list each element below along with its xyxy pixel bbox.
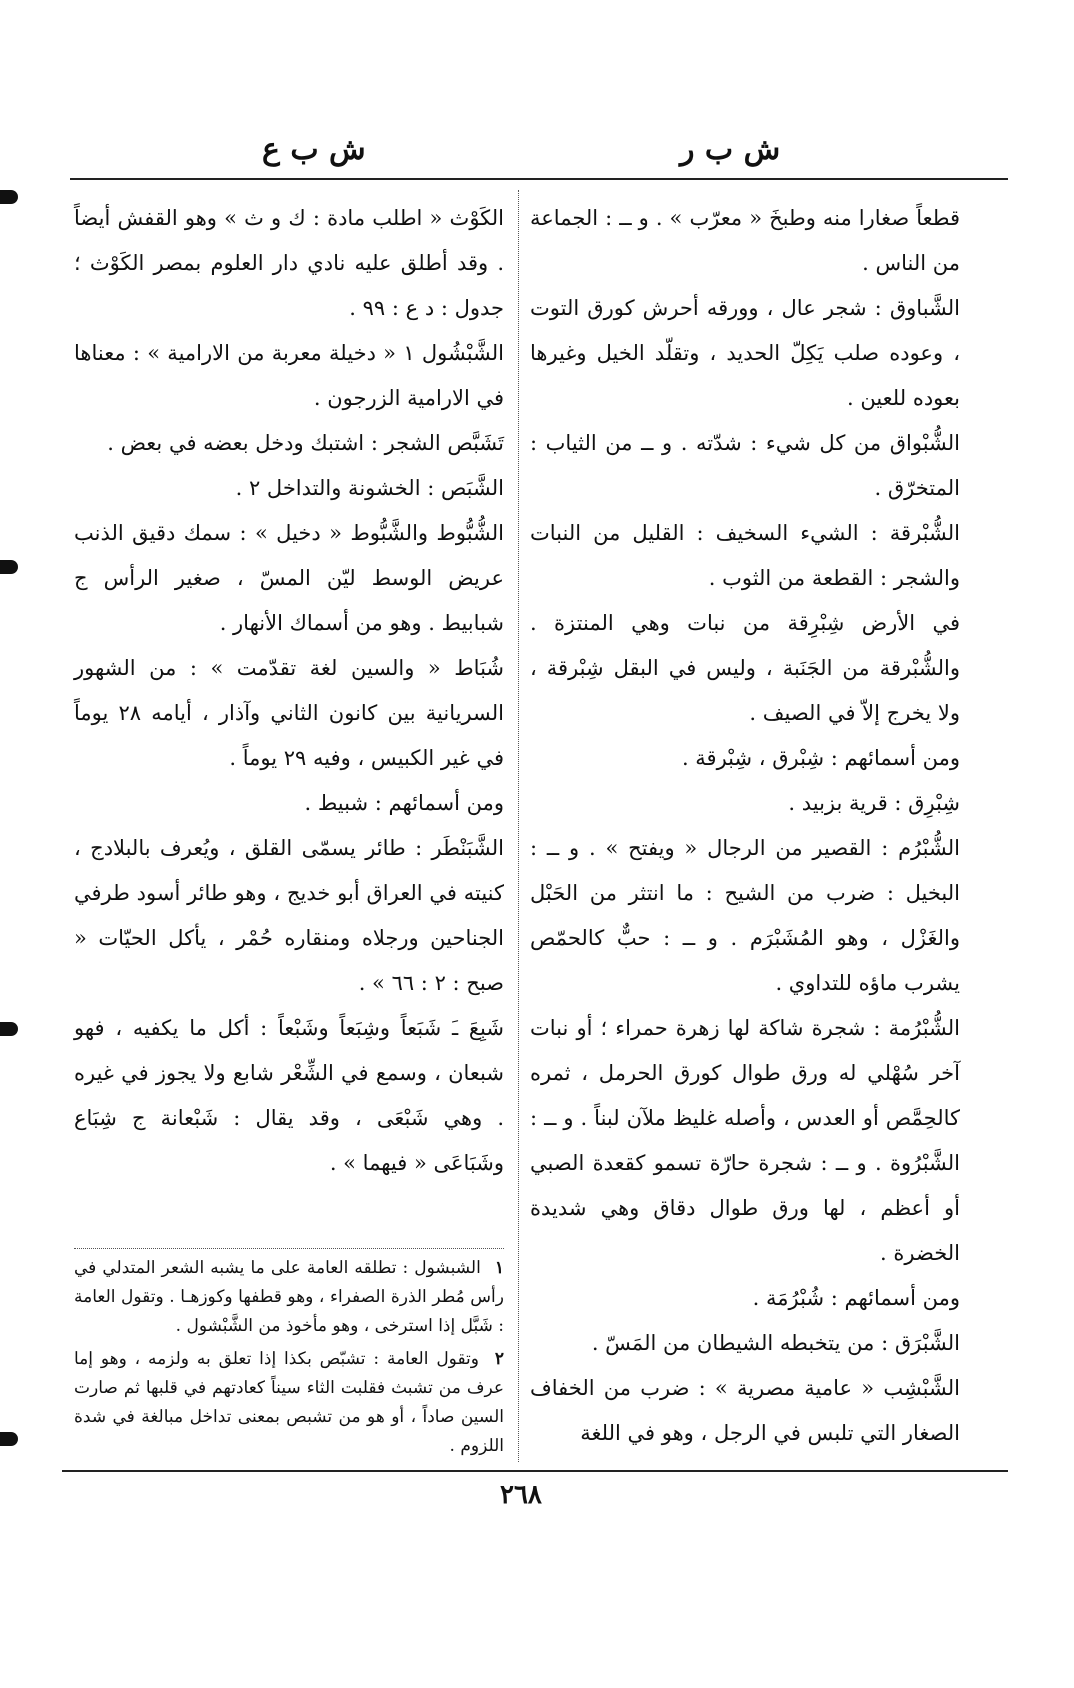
bottom-rule xyxy=(62,1470,1008,1472)
entry: الشَّبْرَق : من يتخبطه الشيطان من المَسّ . xyxy=(591,1331,960,1355)
entry: الشَّبْشُول ١ « دخيلة معربة من الارامية » : معناها في الارامية الزرجون . xyxy=(74,341,505,410)
entry: الكَوْث « اطلب مادة : ك و ث » وهو القفش أيضاً . وقد أطلق عليه نادي دار العلوم بمصر الكَوْث ؛ جدول : د ع : ٩٩ . xyxy=(74,206,504,320)
binding-hole-mark xyxy=(0,190,18,204)
entry: قطعاً صغارا منه وطبخَ « معرّب » . و ــ : الجماعة من الناس . xyxy=(530,206,960,275)
right-column xyxy=(530,196,960,1456)
entry: في الأرض شِبْرِقة من نبات وهي المنتزة . والشُّبْرقة من الجَنَبة ، وليس في البقل شِبْرقة ، ولا يخرج إلاّ في الصيف . xyxy=(530,611,960,725)
entry: شَبِعَ ـَ شَبَعاً وشِبَعاً وشَبْعاً : أكل ما يكفيه ، فهو شبعان ، وسمع في الشِّعْر شابع ولا يجوز في غيره . وهي شَبْعَى ، وقد يقال : شَبْعانة ج شِبَاع وشَبَاعَى « فيهما » . xyxy=(74,1016,504,1175)
binding-hole-mark xyxy=(0,560,18,574)
entry: ومن أسمائهم : شِبْرق ، شِبْرقة . xyxy=(681,746,960,770)
left-column xyxy=(74,196,504,1186)
entry: تَشَبَّص الشجر : اشتبك ودخل بعضه في بعض . xyxy=(107,431,504,455)
entry: الشُّبُّوط والشَّبُّوط « دخيل » : سمك دقيق الذنب عريض الوسط ليّن المسّ ، صغير الرأس ج شبابيط . وهو من أسماك الأنهار . xyxy=(74,521,504,635)
entry: شِبْرِق : قرية بزبيد . xyxy=(788,791,960,815)
page-number: ٢٦٨ xyxy=(500,1480,542,1510)
entry: الشَّبَنْطَر : طائر يسمّى القلق ، ويُعرف بالبلادج ، كنيته في العراق أبو خديج ، وهو طائر أسود طرفي الجناحين ورجلاه ومنقاره حُمْر ، يأكل الحيّات « صبح : ٢ : ٦٦ » . xyxy=(74,836,504,995)
entry: الشَّبَص : الخشونة والتداخل ٢ . xyxy=(235,476,504,500)
footnote xyxy=(74,1345,504,1461)
entry: الشَّبْشِب « عامية مصرية » : ضرب من الخفاف الصغار التي تلبس في الرجل ، وهو في اللغة xyxy=(530,1376,960,1445)
entry: الشُّبْرُمة : شجرة شاكة لها زهرة حمراء ؛ أو نبات آخر سُهْلي له ورق طوال كورق الحرمل ، ثمره كالحِمَّص أو العدس ، وأصله غليظ ملآن لبناً . و ــ : الشَّبْرُوة . و ــ : شجرة حارّة تسمو كقعدة الصبي أو أعظم ، لها ورق طوال دقاق وهي شديدة الخضرة . xyxy=(530,1016,960,1265)
binding-hole-mark xyxy=(0,1022,18,1036)
footnote-number: ٢ xyxy=(494,1349,504,1369)
footnote-separator xyxy=(74,1248,504,1249)
entry: الشَّباوق : شجر عال ، وورقه أحرش كورق التوت ، وعوده صلب يَكِلّ الحديد ، وتقلّد الخيل وغيرها بعوده للعين . xyxy=(530,296,960,410)
footnote-text: الشبشول : تطلقه العامة على ما يشبه الشعر المتدلي في رأس مُطر الذرة الصفراء ، وهو قطفها وكوزهـا . وتقول العامة : شَبَّل إذا استرخى ، وهو مأخوذ من الشَّبْشول . xyxy=(74,1258,504,1336)
entry: الشُّبْواق من كل شيء : شدّته . و ــ من الثياب : المتخرّق . xyxy=(530,431,960,500)
binding-hole-mark xyxy=(0,1432,18,1446)
entry: ومن أسمائهم : شبيط . xyxy=(304,791,504,815)
footnote-text: وتقول العامة : تشبّص بكذا إذا تعلق به ولزمه ، وهو إما عرف من تشبث فقلبت الثاء سيناً كعادتهم في قلبها ثم صارت السين صاداً ، أو هو من تشبص بمعنى تداخل مبالغة في شدة اللزوم . xyxy=(74,1349,504,1456)
top-rule xyxy=(70,178,1008,180)
entry: ومن أسمائهم : شُبْرُمَة . xyxy=(752,1286,960,1310)
column-divider xyxy=(518,190,519,1462)
entry: الشُّبْرقة : الشيء السخيف : القليل من النبات والشجر : القطعة من الثوب . xyxy=(530,521,960,590)
entry: الشُّبْرُم : القصير من الرجال « ويفتح » . و ــ : البخيل : ضرب من الشيح : ما انتثر من الحَبْل والغَزْل ، وهو المُشَبْرَم . و ــ : حبٌّ كالحمّص يشرب ماؤه للتداوي . xyxy=(530,836,960,995)
header-root-right: ش ب ر xyxy=(680,132,781,167)
entry: شُبَاط « والسين لغة تقدّمت » : من الشهور السريانية بين كانون الثاني وآذار ، أيامه ٢٨ يوماً في غير الكبيس ، وفيه ٢٩ يوماً . xyxy=(74,656,505,770)
footnote-number: ١ xyxy=(494,1258,505,1278)
footnotes xyxy=(74,1254,504,1465)
header-root-left: ش ب ع xyxy=(262,132,366,167)
footnote xyxy=(74,1254,504,1341)
